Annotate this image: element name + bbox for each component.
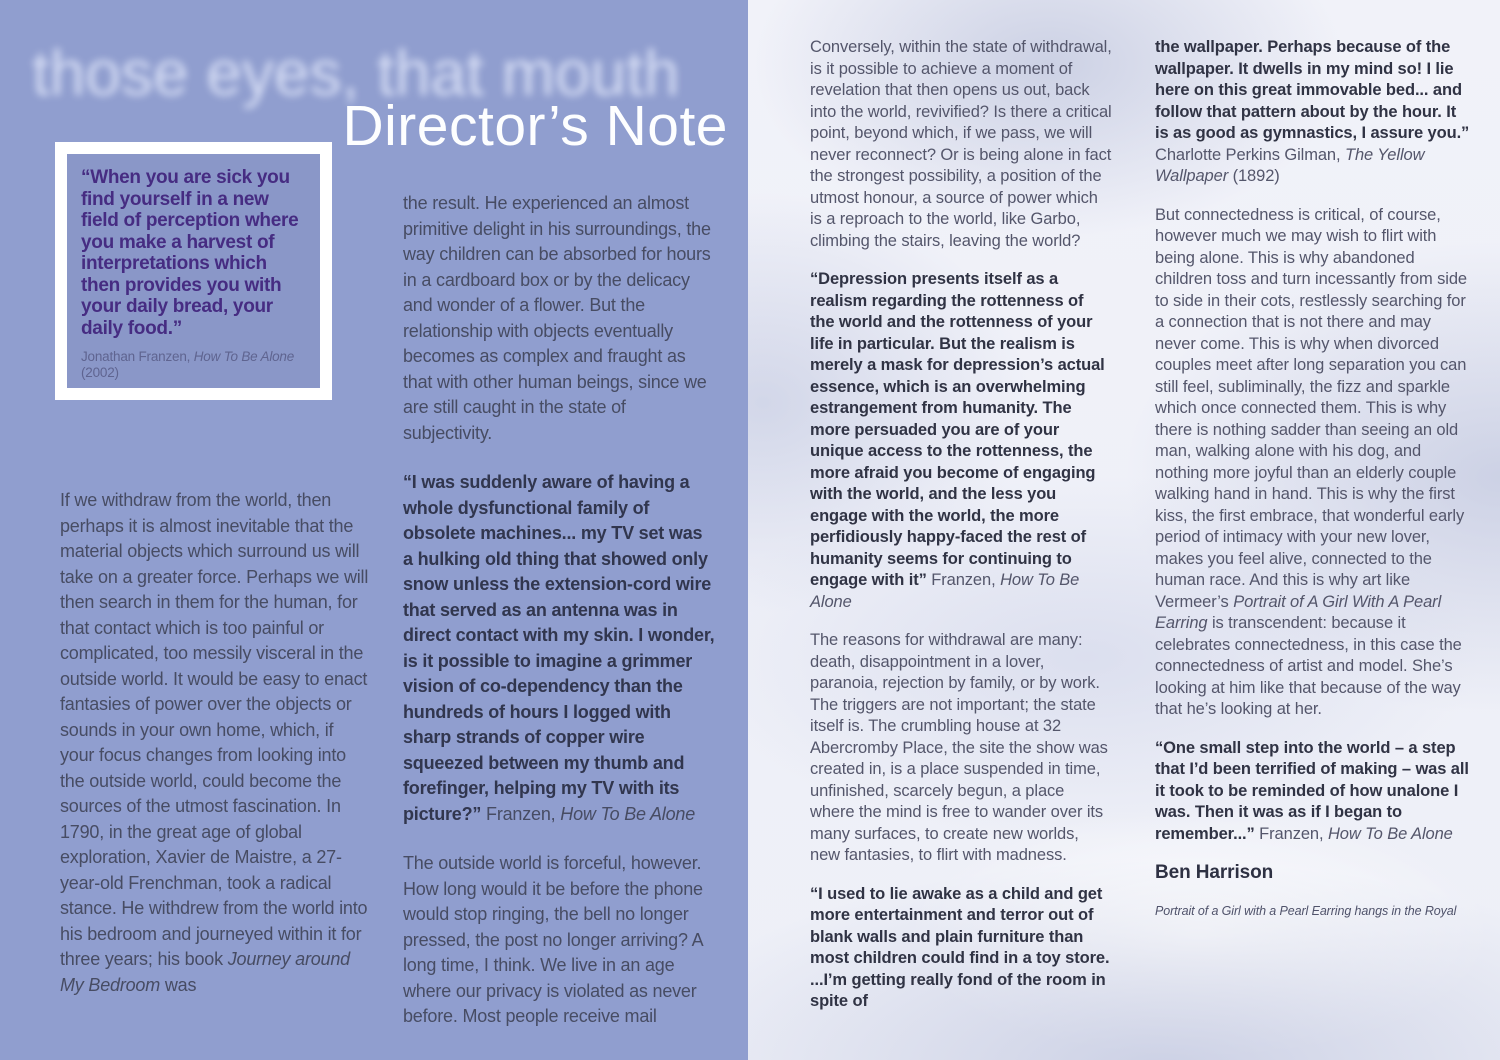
column-4	[1155, 37, 1471, 939]
body-paragraph: But connectedness is critical, of course, however much we may wish to flirt with being alone. This is why abandoned children toss and turn incessantly from side to side in their cots, restlessly searching for a connection that is not there and may never come. This is why when divorced couples meet after long separation you can still feel, subliminally, the fizz and sparkle which once connected them. This is why there is nothing sadder than seeing an old man, walking alone with his dog, and nothing more joyful than an elderly couple walking hand in hand. This is why the first kiss, the first embrace, that wonderful early period of intimacy with your new lover, makes you feel alive, connected to the human race. And this is why art like Vermeer’s Portrait of A Girl With A Pearl Earring is transcendent: because it celebrates connectedness, in this case the connectedness of artist and model. She’s looking at him like that because of the way that he’s looking at her.	[1155, 205, 1468, 718]
quote-paragraph: “I used to lie awake as a child and get more entertainment and terror out of blank walls and plain furniture than most children could find in a toy store. ...I’m getting really fond of the room in spite of	[810, 884, 1110, 1010]
body-paragraph: If we withdraw from the world, then perhaps it is almost inevitable that the material objects which surround us will take on a greater force. Perhaps we will then search in them for the human, for that contact which is too painful or complicated, too messily visceral in the outside world. It would be easy to enact fantasies of power over the objects or sounds in your own home, which, if your focus changes from looking into the outside world, could become the sources of the utmost fascination. In 1790, in the great age of global exploration, Xavier de Maistre, a 27-year-old Frenchman, took a radical stance. He withdrew from the world into his bedroom and journeyed within it for three years; his book Journey around My Bedroom was	[60, 490, 369, 995]
column-2	[403, 191, 715, 1054]
column-3	[810, 37, 1112, 1030]
body-paragraph: Conversely, within the state of withdrawal, is it possible to achieve a moment of revelation that then opens us out, back into the world, revivified? Is there a critical point, beyond which, if we pass, we will never reconnect? Or is being alone in fact the strongest possibility, a position of the utmost honour, a source of power which is a reproach to the world, like Garbo, climbing the stairs, leaving the world?	[810, 38, 1112, 250]
quote-paragraph: “Depression presents itself as a realism regarding the rottenness of the world and the rottenness of your life in particular. But the realism is merely a mask for depression’s actual essence, which is an overwhelming estrangement from humanity. The more persuaded you are of your unique access to the rottenness, the more afraid you become of engaging with the world, and the less you engage with the world, the more perfidiously happy-faced the rest of humanity seems for continuing to engage with it” Franzen, How To Be Alone	[810, 270, 1105, 611]
author-name: Ben Harrison	[1155, 862, 1274, 883]
page-title: Director’s Note	[342, 94, 728, 158]
column-1	[60, 488, 370, 1022]
body-paragraph: The reasons for withdrawal are many: death, disappointment in a lover, paranoia, rejection by family, or by work. The triggers are not important; the state itself is. The crumbling house at 32 Abercromby Place, the site the show was created in, is a place suspended in time, unfinished, scarcely begun, a place where the mind is free to wander over its many surfaces, to create new worlds, new fantasies, to flirt with madness.	[810, 631, 1108, 864]
left-page	[0, 0, 748, 1060]
quote-paragraph: “One small step into the world – a step that I’d been terrified of making – was all it took to be reminded of how unalone I was. Then it was as if I began to remember...” Franzen, How To Be Alone	[1155, 738, 1469, 843]
watermark-title: those eyes, that mouth	[32, 37, 680, 109]
pull-quote-attribution: Jonathan Franzen, How To Be Alone (2002)	[81, 349, 295, 380]
quote-paragraph: “I was suddenly aware of having a whole dysfunctional family of obsolete machines... my TV set was a hulking old thing that showed only snow unless the extension-cord wire that served as an antenna was in direct contact with my skin. I wonder, is it possible to imagine a grimmer vision of co-dependency than the hundreds of hours I logged with sharp strands of copper wire squeezed between my thumb and forefinger, helping my TV with its picture?” Franzen, How To Be Alone	[403, 472, 715, 824]
pull-quote-text: “When you are sick you find yourself in a new field of perception where you make a harvest of interpretations which then provides you with your daily bread, your daily food.”	[81, 167, 299, 339]
right-page	[748, 0, 1500, 1060]
quote-paragraph: the wallpaper. Perhaps because of the wallpaper. It dwells in my mind so! I lie here on this great immovable bed... and follow that pattern about by the hour. It is as good as gymnastics, I assure you.” Charlotte Perkins Gilman, The Yellow Wallpaper (1892)	[1155, 38, 1470, 185]
pull-quote-box	[55, 142, 332, 400]
body-paragraph: The outside world is forceful, however. How long would it be before the phone would stop ringing, the bell no longer pressed, the post no longer arriving? A long time, I think. We live in an age where our privacy is violated as never before. Most people receive mail	[403, 853, 703, 1026]
photo-caption: Portrait of a Girl with a Pearl Earring hangs in the Royal	[1155, 903, 1457, 918]
body-paragraph: the result. He experienced an almost primitive delight in his surroundings, the way children can be absorbed for hours in a cardboard box or by the delicacy and wonder of a flower. But the relationship with objects eventually becomes as complex and fraught as that with other human beings, since we are still caught in the state of subjectivity.	[403, 193, 711, 443]
